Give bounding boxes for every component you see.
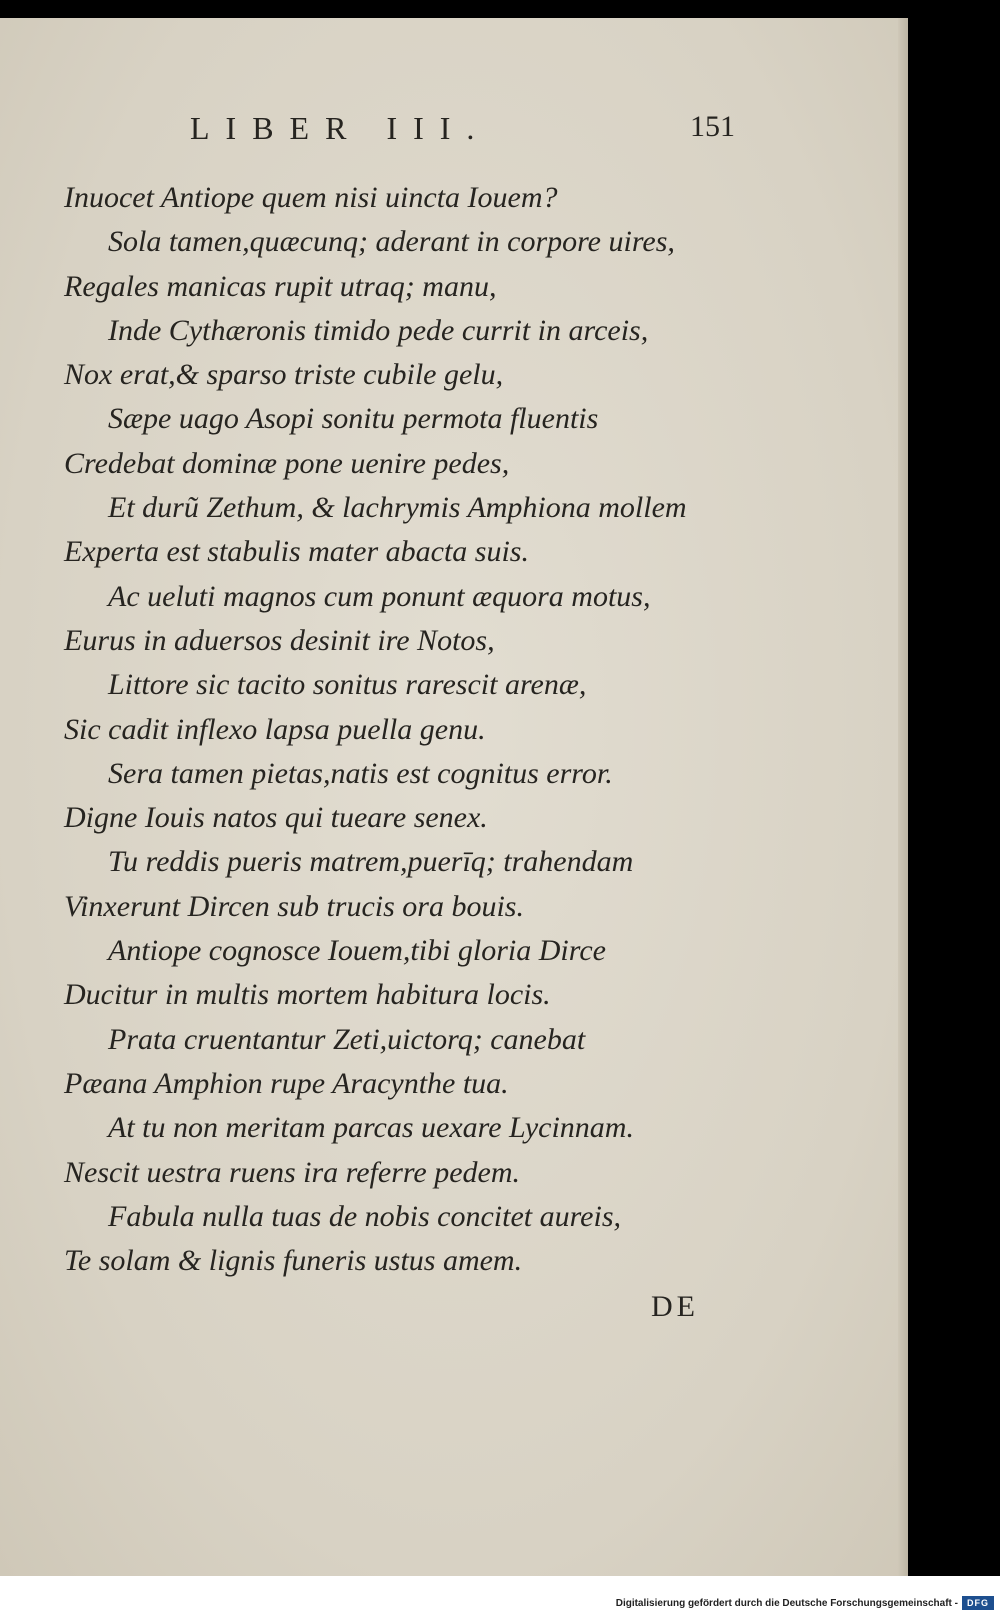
funding-credit: Digitalisierung gefördert durch die Deutsche Forschungsgemeinschaft -: [615, 1598, 958, 1609]
poem-line: Sic cadit inflexo lapsa puella genu.: [64, 712, 486, 746]
running-head: [0, 110, 908, 160]
poem-line: Te solam & lignis funeris ustus amem.: [64, 1244, 523, 1278]
poem-line: Digne Iouis natos qui tueare senex.: [64, 801, 488, 835]
poem-line: Inde Cythæronis timido pede currit in arceis,: [108, 313, 649, 347]
page-number: 151: [690, 110, 735, 143]
poem-line: Nox erat,& sparso triste cubile gelu,: [64, 358, 504, 392]
poem-line: Tu reddis pueris matrem,puerīq; trahendam: [108, 845, 634, 879]
poem-line: Experta est stabulis mater abacta suis.: [64, 535, 529, 569]
book-page: [0, 18, 908, 1576]
poem-line: Nescit uestra ruens ira referre pedem.: [64, 1155, 521, 1189]
poem-line: Sola tamen,quæcunq; aderant in corpore uires,: [108, 225, 675, 259]
running-head-title: LIBER III.: [190, 110, 491, 146]
poem-line: Fabula nulla tuas de nobis concitet aureis,: [108, 1199, 622, 1233]
poem-text: [0, 176, 908, 1283]
catchword: DE: [651, 1290, 699, 1323]
digitization-footer: [0, 1576, 1000, 1615]
poem-line: Antiope cognosce Iouem,tibi gloria Dirce: [108, 934, 606, 968]
poem-line: Sera tamen pietas,natis est cognitus error.: [108, 756, 613, 790]
poem-line: Prata cruentantur Zeti,uictorq; canebat: [108, 1022, 586, 1056]
poem-line: Credebat dominæ pone uenire pedes,: [64, 446, 510, 480]
poem-line: Ducitur in multis mortem habitura locis.: [64, 978, 551, 1012]
poem-line: At tu non meritam parcas uexare Lycinnam.: [108, 1111, 634, 1145]
poem-line: Regales manicas rupit utraq; manu,: [64, 269, 497, 303]
poem-line: Ac ueluti magnos cum ponunt æquora motus,: [108, 579, 651, 613]
poem-line: Eurus in aduersos desinit ire Notos,: [64, 623, 495, 657]
poem-line: Et durũ Zethum, & lachrymis Amphiona mollem: [108, 491, 687, 525]
poem-line: Inuocet Antiope quem nisi uincta Iouem?: [64, 181, 558, 214]
poem-line: Vinxerunt Dircen sub trucis ora bouis.: [64, 889, 524, 923]
poem-line: Littore sic tacito sonitus rarescit arenæ,: [108, 668, 587, 702]
poem-line: Pæana Amphion rupe Aracynthe tua.: [64, 1066, 509, 1100]
dfg-logo: DFG: [962, 1596, 994, 1610]
poem-line: Sæpe uago Asopi sonitu permota fluentis: [108, 402, 599, 436]
